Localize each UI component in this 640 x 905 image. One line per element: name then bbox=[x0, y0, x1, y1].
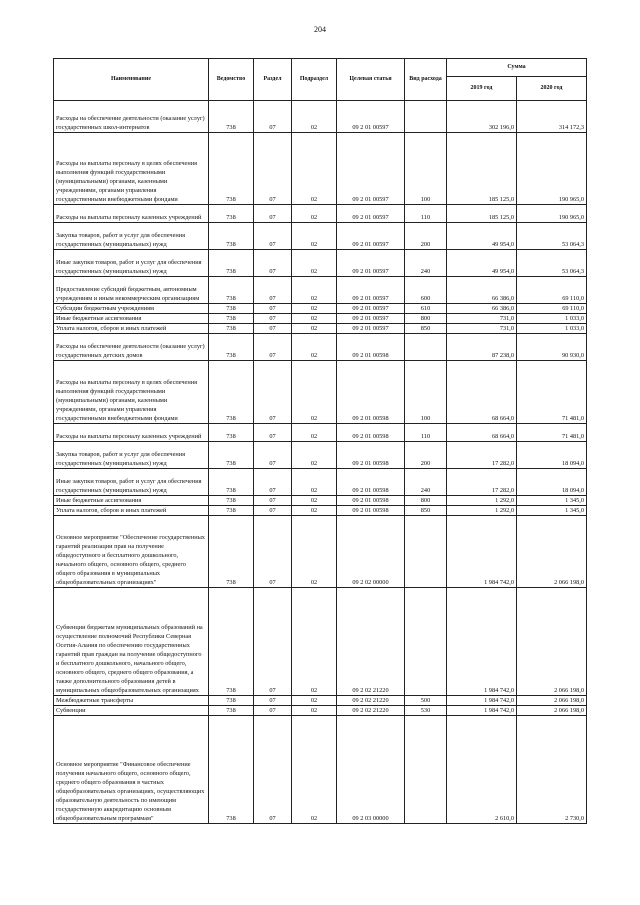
row-name: Иные бюджетные ассигнования bbox=[54, 496, 209, 506]
row-expense-type bbox=[405, 334, 447, 361]
row-subsection: 02 bbox=[292, 469, 337, 496]
row-value-2019: 66 386,0 bbox=[447, 304, 517, 314]
row-name: Уплата налогов, сборов и иных платежей bbox=[54, 506, 209, 516]
row-value-2020: 2 066 198,0 bbox=[517, 706, 587, 716]
row-name: Расходы на выплаты персоналу казенных учреждений bbox=[54, 205, 209, 223]
row-ministry: 738 bbox=[209, 223, 254, 250]
row-subsection: 02 bbox=[292, 706, 337, 716]
row-value-2019: 66 386,0 bbox=[447, 277, 517, 304]
row-section: 07 bbox=[254, 133, 292, 205]
row-target: 09 2 01 00598 bbox=[337, 334, 405, 361]
row-section: 07 bbox=[254, 496, 292, 506]
row-value-2019: 68 664,0 bbox=[447, 361, 517, 424]
row-ministry: 738 bbox=[209, 469, 254, 496]
row-target: 09 2 01 00597 bbox=[337, 101, 405, 133]
row-subsection: 02 bbox=[292, 442, 337, 469]
row-target: 09 2 02 21220 bbox=[337, 706, 405, 716]
row-subsection: 02 bbox=[292, 496, 337, 506]
row-subsection: 02 bbox=[292, 334, 337, 361]
row-name: Расходы на выплаты персоналу в целях обеспечения выполнения функций государственными (муниципальными) органами, казенными учреждениями, органами управления государственными внебюджетными фондами bbox=[54, 133, 209, 205]
row-expense-type: 240 bbox=[405, 250, 447, 277]
row-ministry: 738 bbox=[209, 314, 254, 324]
row-value-2019: 1 984 742,0 bbox=[447, 588, 517, 696]
table-row bbox=[54, 696, 587, 706]
table-row bbox=[54, 716, 587, 824]
row-target: 09 2 01 00597 bbox=[337, 205, 405, 223]
header-target: Целевая статья bbox=[337, 59, 405, 101]
row-value-2019: 68 664,0 bbox=[447, 424, 517, 442]
table-row bbox=[54, 496, 587, 506]
row-expense-type: 850 bbox=[405, 324, 447, 334]
page-number: 204 bbox=[314, 25, 326, 34]
table-row bbox=[54, 133, 587, 205]
table-row bbox=[54, 314, 587, 324]
table-row bbox=[54, 516, 587, 588]
row-expense-type bbox=[405, 516, 447, 588]
table-row bbox=[54, 334, 587, 361]
row-target: 09 2 01 00598 bbox=[337, 361, 405, 424]
row-subsection: 02 bbox=[292, 314, 337, 324]
row-subsection: 02 bbox=[292, 324, 337, 334]
row-expense-type bbox=[405, 101, 447, 133]
row-value-2019: 302 196,0 bbox=[447, 101, 517, 133]
table-row bbox=[54, 361, 587, 424]
header-subsection: Подраздел bbox=[292, 59, 337, 101]
row-value-2020: 1 345,0 bbox=[517, 506, 587, 516]
row-value-2020: 2 066 198,0 bbox=[517, 516, 587, 588]
row-section: 07 bbox=[254, 361, 292, 424]
row-value-2020: 190 965,0 bbox=[517, 133, 587, 205]
row-name: Расходы на выплаты персоналу в целях обеспечения выполнения функций государственными (муниципальными) органами, казенными учреждениями, органами управления государственными внебюджетными фондами bbox=[54, 361, 209, 424]
table-row bbox=[54, 588, 587, 696]
row-value-2019: 731,0 bbox=[447, 314, 517, 324]
header-section: Раздел bbox=[254, 59, 292, 101]
row-subsection: 02 bbox=[292, 424, 337, 442]
row-name: Иные закупки товаров, работ и услуг для обеспечения государственных (муниципальных) нужд bbox=[54, 469, 209, 496]
row-subsection: 02 bbox=[292, 506, 337, 516]
row-value-2019: 1 984 742,0 bbox=[447, 696, 517, 706]
table-body bbox=[54, 101, 587, 824]
row-target: 09 2 01 00597 bbox=[337, 314, 405, 324]
row-subsection: 02 bbox=[292, 250, 337, 277]
row-value-2019: 49 954,0 bbox=[447, 223, 517, 250]
table-row bbox=[54, 304, 587, 314]
row-ministry: 738 bbox=[209, 101, 254, 133]
row-target: 09 2 01 00598 bbox=[337, 469, 405, 496]
row-section: 07 bbox=[254, 516, 292, 588]
row-name: Основное мероприятие "Обеспечение государственных гарантий реализации прав на получение общедоступного и бесплатного дошкольного, начального общего, основного общего, среднего общего образования в муниципальных общеобразовательных организациях" bbox=[54, 516, 209, 588]
row-section: 07 bbox=[254, 469, 292, 496]
row-name: Расходы на обеспечение деятельности (оказание услуг) государственных школ-интернатов bbox=[54, 101, 209, 133]
row-expense-type: 100 bbox=[405, 133, 447, 205]
row-name: Основное мероприятие "Финансовое обеспечение получения начального общего, основного общего, среднего общего образования в частных общеобразовательных организациях, осуществляющих образовательную деятельность по имеющим государственную аккредитацию основным общеобразовательным программам" bbox=[54, 716, 209, 824]
row-ministry: 738 bbox=[209, 588, 254, 696]
row-value-2020: 190 965,0 bbox=[517, 205, 587, 223]
row-ministry: 738 bbox=[209, 506, 254, 516]
row-section: 07 bbox=[254, 334, 292, 361]
row-subsection: 02 bbox=[292, 133, 337, 205]
row-value-2019: 49 954,0 bbox=[447, 250, 517, 277]
row-value-2020: 18 094,0 bbox=[517, 469, 587, 496]
row-name: Иные закупки товаров, работ и услуг для обеспечения государственных (муниципальных) нужд bbox=[54, 250, 209, 277]
row-ministry: 738 bbox=[209, 442, 254, 469]
row-section: 07 bbox=[254, 706, 292, 716]
row-expense-type: 110 bbox=[405, 424, 447, 442]
row-target: 09 2 02 21220 bbox=[337, 588, 405, 696]
row-value-2019: 185 125,0 bbox=[447, 205, 517, 223]
row-expense-type: 200 bbox=[405, 442, 447, 469]
row-value-2019: 1 984 742,0 bbox=[447, 516, 517, 588]
row-value-2020: 1 033,0 bbox=[517, 324, 587, 334]
row-target: 09 2 01 00598 bbox=[337, 442, 405, 469]
row-subsection: 02 bbox=[292, 101, 337, 133]
row-section: 07 bbox=[254, 314, 292, 324]
row-expense-type: 530 bbox=[405, 706, 447, 716]
row-name: Субсидии бюджетным учреждениям bbox=[54, 304, 209, 314]
row-name: Предоставление субсидий бюджетным, автономным учреждениям и иным некоммерческим организациям bbox=[54, 277, 209, 304]
budget-table bbox=[53, 58, 587, 824]
row-target: 09 2 02 00000 bbox=[337, 516, 405, 588]
row-section: 07 bbox=[254, 223, 292, 250]
row-section: 07 bbox=[254, 716, 292, 824]
row-section: 07 bbox=[254, 696, 292, 706]
row-value-2020: 69 110,0 bbox=[517, 277, 587, 304]
header-sum: Сумма bbox=[447, 59, 587, 77]
row-target: 09 2 01 00598 bbox=[337, 496, 405, 506]
row-value-2019: 731,0 bbox=[447, 324, 517, 334]
table-row bbox=[54, 223, 587, 250]
row-target: 09 2 01 00597 bbox=[337, 250, 405, 277]
row-section: 07 bbox=[254, 205, 292, 223]
row-value-2019: 1 292,0 bbox=[447, 506, 517, 516]
row-expense-type: 610 bbox=[405, 304, 447, 314]
row-expense-type: 110 bbox=[405, 205, 447, 223]
row-name: Расходы на обеспечение деятельности (оказание услуг) государственных детских домов bbox=[54, 334, 209, 361]
row-ministry: 738 bbox=[209, 250, 254, 277]
row-value-2020: 2 066 198,0 bbox=[517, 588, 587, 696]
row-value-2019: 17 282,0 bbox=[447, 442, 517, 469]
row-value-2020: 71 481,0 bbox=[517, 361, 587, 424]
row-name: Межбюджетные трансферты bbox=[54, 696, 209, 706]
row-value-2020: 1 345,0 bbox=[517, 496, 587, 506]
row-value-2020: 1 033,0 bbox=[517, 314, 587, 324]
row-ministry: 738 bbox=[209, 496, 254, 506]
row-name: Субвенции бюджетам муниципальных образований на осуществление полномочий Республики Северная Осетия-Алания по обеспечению государственных гарантий прав граждан на получение общедоступного и бесплатного дошкольного, начального общего, основного общего, среднего общего образования, а также дополнительного образования детей в муниципальных общеобразовательных организациях bbox=[54, 588, 209, 696]
row-subsection: 02 bbox=[292, 304, 337, 314]
table-row bbox=[54, 706, 587, 716]
row-ministry: 738 bbox=[209, 324, 254, 334]
row-expense-type bbox=[405, 716, 447, 824]
row-ministry: 738 bbox=[209, 205, 254, 223]
row-expense-type: 240 bbox=[405, 469, 447, 496]
row-name: Уплата налогов, сборов и иных платежей bbox=[54, 324, 209, 334]
row-expense-type: 200 bbox=[405, 223, 447, 250]
table-row bbox=[54, 424, 587, 442]
row-expense-type: 850 bbox=[405, 506, 447, 516]
row-value-2019: 1 984 742,0 bbox=[447, 706, 517, 716]
row-expense-type: 800 bbox=[405, 496, 447, 506]
row-target: 09 2 01 00597 bbox=[337, 324, 405, 334]
table-row bbox=[54, 277, 587, 304]
row-subsection: 02 bbox=[292, 716, 337, 824]
row-value-2019: 1 292,0 bbox=[447, 496, 517, 506]
row-subsection: 02 bbox=[292, 516, 337, 588]
row-section: 07 bbox=[254, 588, 292, 696]
row-ministry: 738 bbox=[209, 304, 254, 314]
table-row bbox=[54, 205, 587, 223]
row-subsection: 02 bbox=[292, 588, 337, 696]
row-name: Закупка товаров, работ и услуг для обеспечения государственных (муниципальных) нужд bbox=[54, 442, 209, 469]
header-2019: 2019 год bbox=[447, 77, 517, 101]
row-subsection: 02 bbox=[292, 361, 337, 424]
row-value-2020: 314 172,3 bbox=[517, 101, 587, 133]
row-section: 07 bbox=[254, 506, 292, 516]
row-ministry: 738 bbox=[209, 516, 254, 588]
row-value-2020: 2 730,0 bbox=[517, 716, 587, 824]
row-value-2019: 185 125,0 bbox=[447, 133, 517, 205]
row-target: 09 2 01 00597 bbox=[337, 277, 405, 304]
row-value-2020: 2 066 198,0 bbox=[517, 696, 587, 706]
row-value-2019: 17 282,0 bbox=[447, 469, 517, 496]
row-name: Закупка товаров, работ и услуг для обеспечения государственных (муниципальных) нужд bbox=[54, 223, 209, 250]
row-section: 07 bbox=[254, 304, 292, 314]
table-row bbox=[54, 506, 587, 516]
row-value-2020: 71 481,0 bbox=[517, 424, 587, 442]
row-target: 09 2 01 00597 bbox=[337, 223, 405, 250]
row-ministry: 738 bbox=[209, 696, 254, 706]
row-expense-type: 800 bbox=[405, 314, 447, 324]
row-ministry: 738 bbox=[209, 706, 254, 716]
table-row bbox=[54, 250, 587, 277]
row-value-2020: 53 064,3 bbox=[517, 250, 587, 277]
row-target: 09 2 01 00598 bbox=[337, 424, 405, 442]
header-2020: 2020 год bbox=[517, 77, 587, 101]
row-ministry: 738 bbox=[209, 361, 254, 424]
row-name: Субвенции bbox=[54, 706, 209, 716]
row-ministry: 738 bbox=[209, 133, 254, 205]
row-value-2020: 53 064,3 bbox=[517, 223, 587, 250]
row-subsection: 02 bbox=[292, 223, 337, 250]
row-name: Расходы на выплаты персоналу казенных учреждений bbox=[54, 424, 209, 442]
row-target: 09 2 02 21220 bbox=[337, 696, 405, 706]
header-name: Наименование bbox=[54, 59, 209, 101]
row-expense-type: 500 bbox=[405, 696, 447, 706]
row-target: 09 2 01 00597 bbox=[337, 304, 405, 314]
table-row bbox=[54, 469, 587, 496]
row-subsection: 02 bbox=[292, 696, 337, 706]
header-expense-type: Вид расхода bbox=[405, 59, 447, 101]
row-subsection: 02 bbox=[292, 277, 337, 304]
row-target: 09 2 01 00598 bbox=[337, 506, 405, 516]
row-ministry: 738 bbox=[209, 424, 254, 442]
row-value-2019: 2 610,0 bbox=[447, 716, 517, 824]
table-row bbox=[54, 442, 587, 469]
row-section: 07 bbox=[254, 277, 292, 304]
table-row bbox=[54, 324, 587, 334]
row-ministry: 738 bbox=[209, 277, 254, 304]
row-section: 07 bbox=[254, 250, 292, 277]
row-value-2020: 69 110,0 bbox=[517, 304, 587, 314]
row-section: 07 bbox=[254, 424, 292, 442]
row-section: 07 bbox=[254, 101, 292, 133]
row-subsection: 02 bbox=[292, 205, 337, 223]
header-ministry: Ведомство bbox=[209, 59, 254, 101]
row-value-2020: 90 930,0 bbox=[517, 334, 587, 361]
row-value-2020: 18 094,0 bbox=[517, 442, 587, 469]
table-row bbox=[54, 101, 587, 133]
row-target: 09 2 01 00597 bbox=[337, 133, 405, 205]
row-section: 07 bbox=[254, 442, 292, 469]
row-target: 09 2 03 00000 bbox=[337, 716, 405, 824]
row-ministry: 738 bbox=[209, 334, 254, 361]
row-ministry: 738 bbox=[209, 716, 254, 824]
row-expense-type bbox=[405, 588, 447, 696]
row-expense-type: 600 bbox=[405, 277, 447, 304]
row-value-2019: 87 238,0 bbox=[447, 334, 517, 361]
row-name: Иные бюджетные ассигнования bbox=[54, 314, 209, 324]
row-expense-type: 100 bbox=[405, 361, 447, 424]
row-section: 07 bbox=[254, 324, 292, 334]
